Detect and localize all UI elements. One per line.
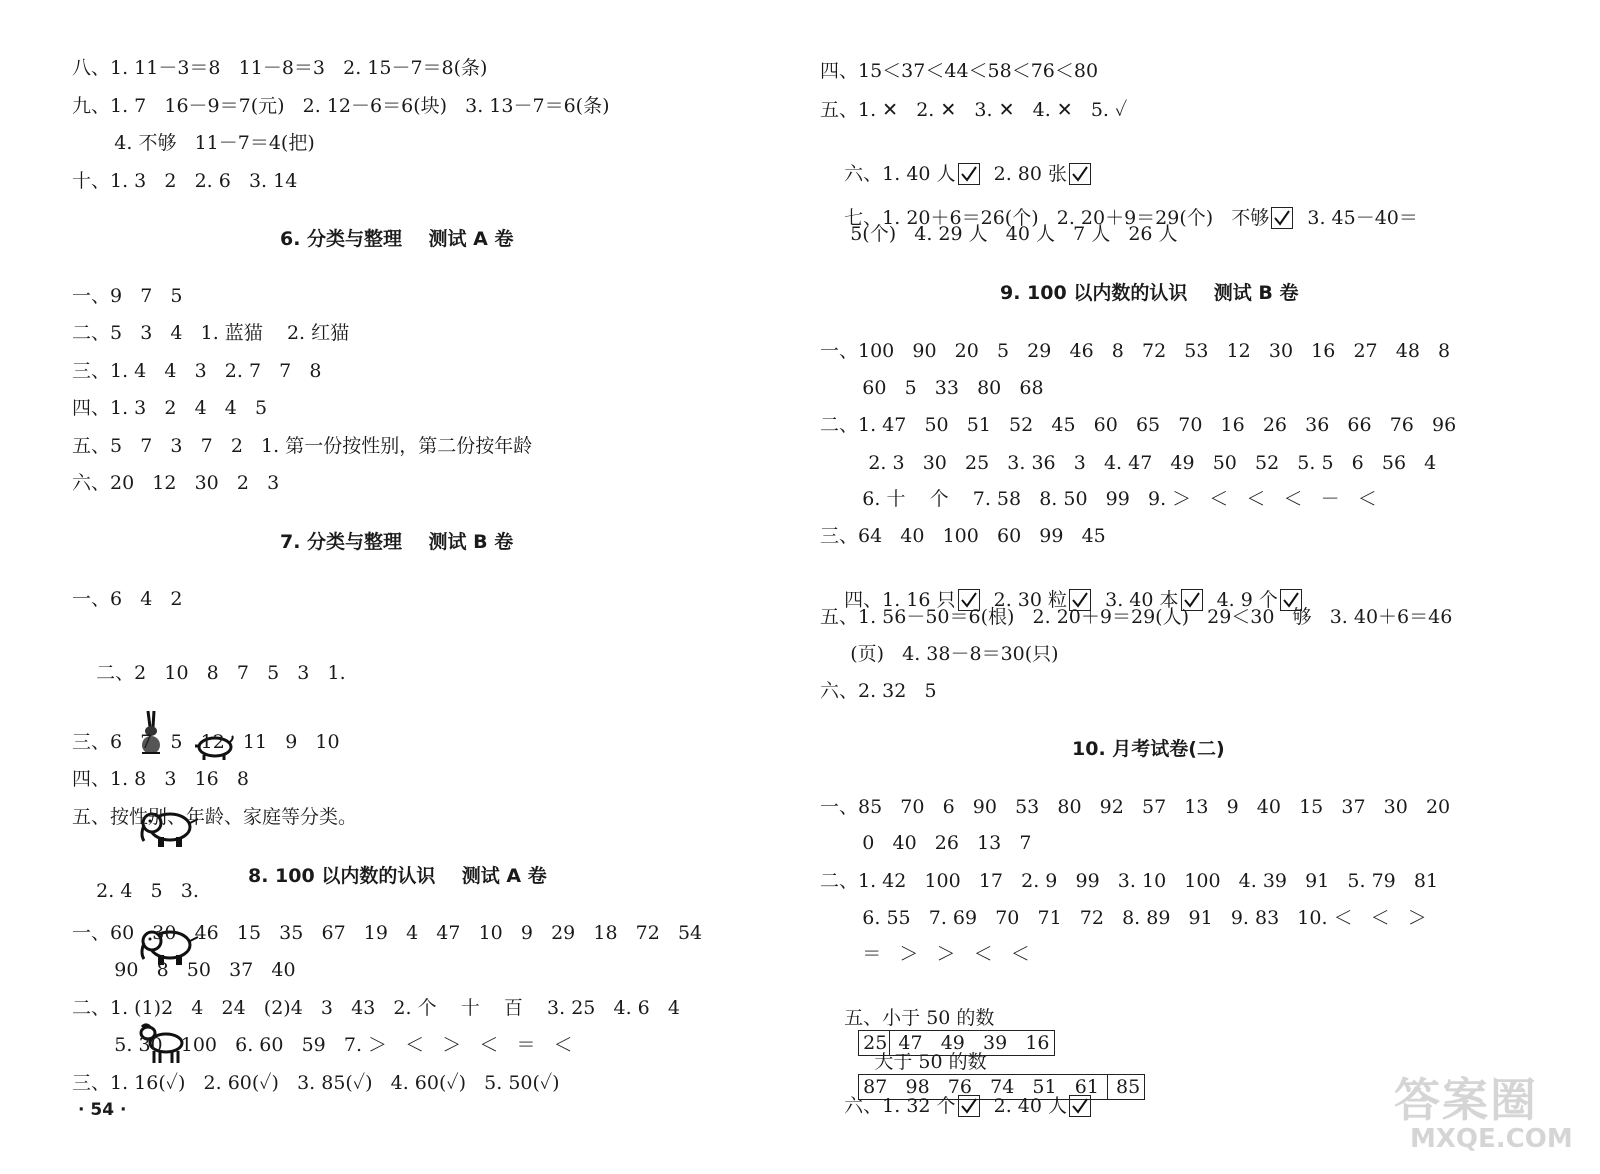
answer-line: 三、64 40 100 60 99 45 [820, 525, 1106, 547]
number-cell: 25 [863, 1032, 888, 1054]
number-cell: 98 [905, 1076, 930, 1098]
answer-text: 4. 9 个 [1204, 589, 1278, 611]
answer-line: 6. 55 7. 69 70 71 72 8. 89 91 9. 83 10. ＜ ＜ ＞ [820, 907, 1427, 929]
checkbox-checked-icon [1271, 207, 1293, 229]
answer-line: (页) 4. 38－8＝30(只) [820, 643, 1059, 665]
checkbox-checked-icon [958, 1095, 980, 1117]
answer-text: 六、1. 40 人 [844, 163, 956, 185]
section-title-7: 7. 分类与整理 测试 B 卷 [280, 531, 514, 553]
answer-text: 3. 40 本 [1093, 589, 1179, 611]
answer-line: 5. 30 100 6. 60 59 7. ＞ ＜ ＞ ＜ ＝ ＜ [72, 1034, 573, 1056]
number-cell: 87 [863, 1076, 888, 1098]
number-cell: 51 [1032, 1076, 1057, 1098]
answer-line: 三、6 7 5 12 11 9 10 [72, 731, 340, 753]
answer-line: 二、1. (1)2 4 24 (2)4 3 43 2. 个 十 百 3. 25 4. 6 4 [72, 997, 680, 1019]
answer-line: 五、5 7 3 7 2 1. 第一份按性别，第二份按年龄 [72, 435, 533, 457]
answer-text: 3. 45－40＝ [1295, 207, 1418, 229]
answer-line: 一、100 90 20 5 29 46 8 72 53 12 30 16 27 48 8 [820, 340, 1451, 362]
answer-line: 九、1. 7 16－9＝7(元) 2. 12－6＝6(块) 3. 13－7＝6(条) [72, 95, 610, 117]
answer-line: 五、按性别、年龄、家庭等分类。 [72, 806, 358, 828]
answer-line: 90 8 50 37 40 [72, 959, 296, 981]
number-cell: 76 [947, 1076, 972, 1098]
checkbox-checked-icon [1069, 1095, 1091, 1117]
answer-text: 2. 4 5 3. [96, 880, 199, 902]
section-title-10: 10. 月考试卷(二) [1072, 738, 1225, 760]
watermark-logo [1390, 1062, 1590, 1162]
answer-line: 五、1. ✕ 2. ✕ 3. ✕ 4. ✕ 5. ✓ [820, 99, 1128, 121]
answer-line: 2. 3 30 25 3. 36 3 4. 47 49 50 52 5. 5 6 56 4 [820, 452, 1437, 474]
answer-line: 二、1. 47 50 51 52 45 60 65 70 16 26 36 66 76 96 [820, 414, 1457, 436]
section-title-8: 8. 100 以内数的认识 测试 A 卷 [248, 865, 547, 887]
more-than-50-label: 大于 50 的数 [844, 1051, 987, 1073]
watermark-url: MXQE.COM [1410, 1124, 1573, 1154]
answer-line: 5(个) 4. 29 人 40 人 7 人 26 人 [820, 223, 1178, 245]
answer-line [820, 1070, 1093, 1142]
less-than-50-label: 五、小于 50 的数 [844, 1007, 995, 1029]
answer-text: 二、2 10 8 7 5 3 1. [96, 662, 346, 684]
answer-text: 2. 80 张 [981, 163, 1068, 185]
answer-line: 一、60 30 46 15 35 67 19 4 47 10 9 29 18 72 54 [72, 922, 703, 944]
answer-line: 一、85 70 6 90 53 80 92 57 13 9 40 15 37 30 20 [820, 796, 1451, 818]
elephant-icon [102, 903, 200, 997]
answer-line: 二、5 3 4 1. 蓝猫 2. 红猫 [72, 322, 350, 344]
answer-line: 十、1. 3 2 2. 6 3. 14 [72, 170, 298, 192]
number-cell: 39 [983, 1032, 1008, 1054]
answer-line: 一、9 7 5 [72, 285, 183, 307]
answer-line: 二、1. 42 100 17 2. 9 99 3. 10 100 4. 39 91 5. 79 81 [820, 870, 1439, 892]
answer-line: 三、1. 4 4 3 2. 7 7 8 [72, 360, 322, 382]
answer-line: 六、2. 32 5 [820, 680, 937, 702]
answer-line: 60 5 33 80 68 [820, 377, 1044, 399]
answer-line: 6. 十 个 7. 58 8. 50 99 9. ＞ ＜ ＜ ＜ － ＜ [820, 488, 1377, 510]
answer-line: 一、6 4 2 [72, 588, 183, 610]
answer-line: 四、1. 8 3 16 8 [72, 768, 249, 790]
number-cell: 61 [1074, 1076, 1099, 1098]
answer-line: ＝ ＞ ＞ ＜ ＜ [820, 943, 1030, 965]
number-cell: 49 [940, 1032, 965, 1054]
answer-text: 2. 40 人 [981, 1095, 1068, 1117]
answer-line: 四、1. 3 2 4 4 5 [72, 397, 268, 419]
answer-line: 四、15＜37＜44＜58＜76＜80 [820, 60, 1099, 82]
section-title-9: 9. 100 以内数的认识 测试 B 卷 [1000, 282, 1299, 304]
answer-line: 八、1. 11－3＝8 11－8＝3 2. 15－7＝8(条) [72, 57, 488, 79]
answer-line: 五、1. 56－50＝6(根) 2. 20＋9＝29(人) 29＜30 够 3. 40＋6＝46 [820, 606, 1453, 628]
answer-line: 三、1. 16(✓) 2. 60(✓) 3. 85(✓) 4. 60(✓) 5. 50(✓) [72, 1072, 560, 1094]
page-number: · 54 · [78, 1100, 127, 1120]
number-cell: 85 [1116, 1076, 1141, 1098]
number-cell: 74 [990, 1076, 1015, 1098]
answer-line: 0 40 26 13 7 [820, 832, 1032, 854]
number-cell: 16 [1025, 1032, 1050, 1054]
answer-text: 四、1. 16 只 [844, 589, 956, 611]
answer-line: 4. 不够 11－7＝4(把) [72, 132, 315, 154]
watermark-text: 答案圈 [1394, 1073, 1538, 1127]
number-cell: 47 [898, 1032, 923, 1054]
answer-text: 2. 30 粒 [981, 589, 1068, 611]
section-title-6: 6. 分类与整理 测试 A 卷 [280, 228, 514, 250]
answer-text: 七、1. 20＋6＝26(个) 2. 20＋9＝29(个) 不够 [844, 207, 1270, 229]
answer-text: 六、1. 32 个 [844, 1095, 956, 1117]
answer-line: 六、20 12 30 2 3 [72, 472, 280, 494]
